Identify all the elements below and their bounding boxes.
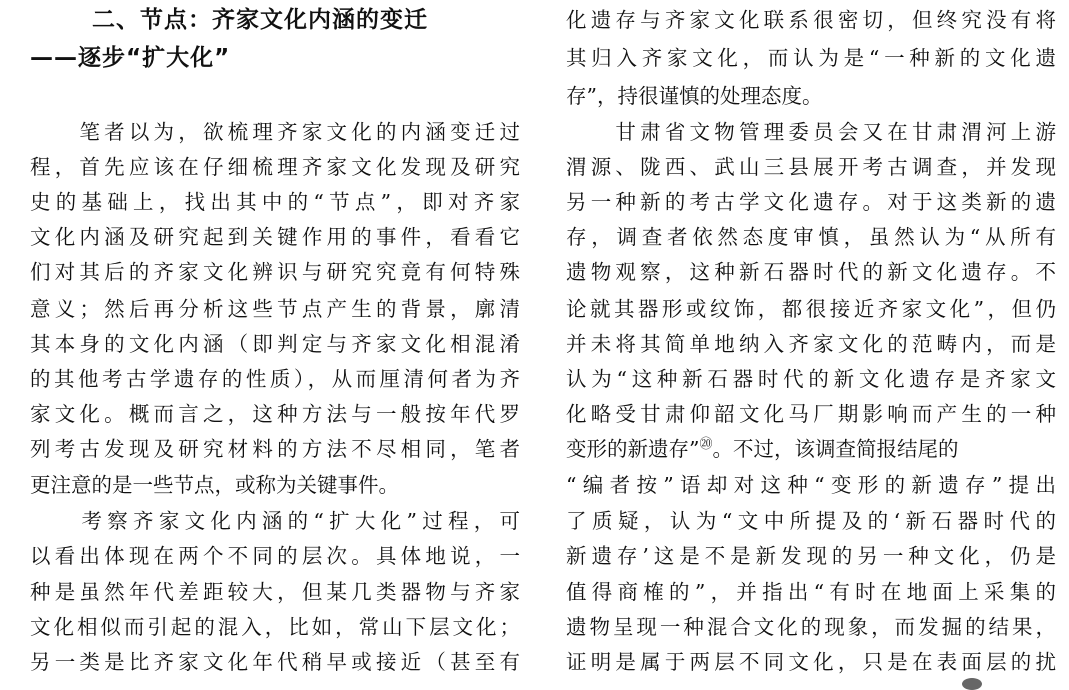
text-line: 其归入齐家文化，而认为是“一种新的文化遗 [566,46,1056,70]
footnote-marker[interactable]: ⑳ [699,437,713,453]
text-line: 程，首先应该在仔细梳理齐家文化发现及研究 [30,155,520,179]
section-heading-line-1: 二、节点：齐家文化内涵的变迁 [92,7,428,33]
text-line: 们对其后的齐家文化辨识与研究究竟有何特殊 [30,260,520,284]
text-line: 论就其器形或纹饰，都很接近齐家文化”，但仍 [566,297,1056,321]
text-line-with-footnote [566,437,959,461]
text-line: 文化内涵及研究起到关键作用的事件，看看它 [30,225,520,249]
text-line: 遗物观察，这种新石器时代的新文化遗存。不 [566,260,1056,284]
text-line: 另一种新的考古学文化遗存。对于这类新的遗 [566,190,1056,214]
text-line: 存，调查者依然态度审慎，虽然认为“从所有 [566,225,1056,249]
text-line: 更注意的是一些节点，或称为关键事件。 [30,473,399,497]
text-line: 另一类是比齐家文化年代稍早或接近（甚至有 [30,650,520,674]
text-line: 存”，持很谨慎的处理态度。 [566,84,823,108]
text-line: 并未将其简单地纳入齐家文化的范畴内，而是 [566,332,1056,356]
text-line: 值得商榷的”，并指出“有时在地面上采集的 [566,580,1056,604]
text-line: 的其他考古学遗存的性质），从而厘清何者为齐 [30,367,520,391]
text-line: 种是虽然年代差距较大，但某几类器物与齐家 [30,580,520,604]
text-line: 意义；然后再分析这些节点产生的背景，廓清 [30,297,520,321]
text-line: 文化相似而引起的混入，比如，常山下层文化； [30,615,520,639]
text-line: 化遗存与齐家文化联系很密切，但终究没有将 [566,8,1056,32]
text-line: 化略受甘肃仰韶文化马厂期影响而产生的一种 [566,402,1056,426]
note-line-suffix: 。不过，该调查简报结尾的 [712,437,959,461]
text-line: 家文化。概而言之，这种方法与一般按年代罗 [30,402,520,426]
text-line: 遗物呈现一种混合文化的现象，而发掘的结果， [566,615,1056,639]
corner-mark [962,678,982,690]
text-line: 列考古发现及研究材料的方法不尽相同，笔者 [30,437,520,461]
text-line: 笔者以为，欲梳理齐家文化的内涵变迁过 [30,120,520,144]
text-line: 渭源、陇西、武山三县展开考古调查，并发现 [566,155,1056,179]
text-line: 新遗存’这是不是新发现的另一种文化，仍是 [566,544,1056,568]
text-line: 其本身的文化内涵（即判定与齐家文化相混淆 [30,332,520,356]
text-line: 证明是属于两层不同文化，只是在表面层的扰 [566,650,1056,674]
text-line: 考察齐家文化内涵的“扩大化”过程，可 [30,509,520,533]
text-line: 史的基础上，找出其中的“节点”，即对齐家 [30,190,520,214]
note-line-prefix: 变形的新遗存” [566,437,700,461]
text-line: “编者按”语却对这种“变形的新遗存”提出 [566,473,1056,497]
text-line: 认为“这种新石器时代的新文化遗存是齐家文 [566,367,1056,391]
text-line: 以看出体现在两个不同的层次。具体地说，一 [30,544,520,568]
section-heading-line-2: ——逐步“扩大化” [30,45,231,71]
text-line: 了质疑，认为“文中所提及的‘新石器时代的 [566,509,1056,533]
text-line: 甘肃省文物管理委员会又在甘肃渭河上游 [566,120,1056,144]
